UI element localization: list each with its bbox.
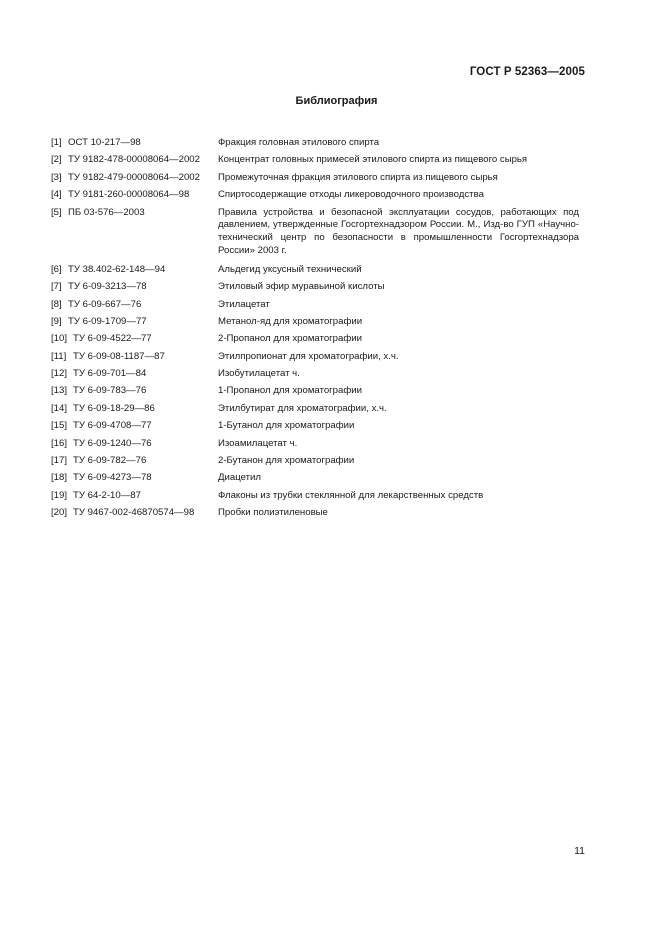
entry-number: [7]	[51, 281, 62, 293]
bibliography-list	[51, 137, 579, 525]
entry-title: 2-Бутанон для хроматографии	[218, 455, 355, 467]
entry-title: Фракция головная этилового спирта	[218, 137, 380, 148]
page-number: 11	[574, 845, 585, 857]
bibliography-entry	[51, 420, 579, 433]
entry-reference: ТУ 6-09-1240—76	[73, 437, 152, 449]
bibliography-entry	[51, 351, 579, 364]
entry-number: [16]	[51, 437, 68, 449]
entry-number: [6]	[51, 263, 62, 275]
entry-number: [5]	[51, 206, 62, 218]
entry-reference: ТУ 6-09-4273—78	[73, 472, 152, 484]
bibliography-entry	[51, 490, 579, 503]
entry-title: Этилпропионат для хроматографии, х.ч.	[218, 350, 399, 362]
entry-title: 2-Пропанол для хроматографии	[218, 333, 362, 345]
entry-title: Этилбутират для хроматографии, х.ч.	[218, 402, 387, 414]
entry-number: [10]	[51, 333, 68, 345]
bibliography-entry	[51, 455, 579, 468]
entry-reference: ТУ 64-2-10—87	[73, 489, 141, 501]
entry-reference: ТУ 6-09-782—76	[73, 455, 147, 467]
entry-reference: ТУ 6-09-4522—77	[73, 333, 152, 345]
entry-reference: ПБ 03-576—2003	[68, 206, 145, 218]
bibliography-entry	[51, 368, 579, 381]
entry-title: Промежуточная фракция этилового спирта из пищевого сырья	[218, 171, 498, 183]
entry-reference: ТУ 6-09-4708—77	[73, 420, 152, 432]
entry-number: [9]	[51, 315, 62, 327]
entry-title: 1-Бутанол для хроматографии	[218, 420, 355, 432]
entry-number: [14]	[51, 402, 68, 414]
bibliography-entry	[51, 154, 579, 167]
entry-reference: ТУ 6-09-1709—77	[68, 315, 147, 327]
entry-reference: ТУ 6-09-3213—78	[68, 281, 147, 293]
bibliography-entry	[51, 385, 579, 398]
entry-title: Изобутилацетат ч.	[218, 368, 300, 380]
entry-number: [18]	[51, 472, 68, 484]
bibliography-entry	[51, 333, 579, 346]
entry-number: [13]	[51, 385, 68, 397]
entry-title: Этилацетат	[218, 298, 270, 310]
entry-title: Правила устройства и безопасной эксплуатации сосудов, работающих под давлением, утвержденные Госгортехнадзором России. М., Изд-во ГУП «Научно-технический центр по безопасности в промышленности Госгортехнадзора России» 2003 г.	[218, 206, 579, 256]
entry-reference: ТУ 6-09-18-29—86	[73, 402, 155, 414]
entry-number: [3]	[51, 171, 62, 183]
bibliography-entry	[51, 207, 579, 258]
entry-number: [15]	[51, 420, 68, 432]
entry-number: [2]	[51, 154, 62, 166]
bibliography-entry	[51, 316, 579, 329]
entry-number: [17]	[51, 455, 68, 467]
entry-reference: ТУ 9181-260-00008064—98	[68, 189, 190, 201]
section-title: Библиография	[295, 95, 378, 107]
bibliography-entry	[51, 137, 579, 150]
entry-title: Пробки полиэтиленовые	[218, 507, 328, 519]
entry-title: Метанол-яд для хроматографии	[218, 315, 363, 327]
entry-reference: ТУ 9467-002-46870574—98	[73, 507, 195, 519]
entry-title: Флаконы из трубки стеклянной для лекарственных средств	[218, 489, 484, 501]
bibliography-entry	[51, 264, 579, 277]
bibliography-entry	[51, 472, 579, 485]
entry-number: [12]	[51, 368, 68, 380]
bibliography-entry	[51, 172, 579, 185]
entry-title: Концентрат головных примесей этилового спирта из пищевого сырья	[218, 154, 528, 166]
bibliography-entry	[51, 281, 579, 294]
bibliography-entry	[51, 507, 579, 520]
entry-reference: ОСТ 10-217—98	[68, 137, 141, 148]
entry-title: Альдегид уксусный технический	[218, 263, 362, 275]
entry-reference: ТУ 6-09-667—76	[68, 298, 142, 310]
entry-number: [11]	[51, 350, 67, 362]
entry-title: Диацетил	[218, 472, 261, 484]
bibliography-entry	[51, 403, 579, 416]
entry-title: Изоамилацетат ч.	[218, 437, 298, 449]
bibliography-entry	[51, 438, 579, 451]
entry-title: Этиловый эфир муравьиной кислоты	[218, 281, 385, 293]
entry-title: 1-Пропанол для хроматографии	[218, 385, 362, 397]
entry-number: [19]	[51, 489, 68, 501]
bibliography-entry	[51, 299, 579, 312]
entry-number: [20]	[51, 507, 68, 519]
entry-number: [1]	[51, 137, 62, 148]
entry-reference: ТУ 38.402-62-148—94	[68, 263, 166, 275]
entry-reference: ТУ 6-09-701—84	[73, 368, 147, 380]
entry-reference: ТУ 6-09-783—76	[73, 385, 147, 397]
entry-number: [4]	[51, 189, 62, 201]
document-code: ГОСТ Р 52363—2005	[469, 66, 585, 78]
entry-reference: ТУ 9182-479-00008064—2002	[68, 171, 200, 183]
entry-number: [8]	[51, 298, 62, 310]
entry-reference: ТУ 6-09-08-1187—87	[73, 350, 165, 362]
entry-title: Спиртосодержащие отходы ликероводочного производства	[218, 189, 484, 201]
entry-reference: ТУ 9182-478-00008064—2002	[68, 154, 200, 166]
bibliography-entry	[51, 189, 579, 202]
